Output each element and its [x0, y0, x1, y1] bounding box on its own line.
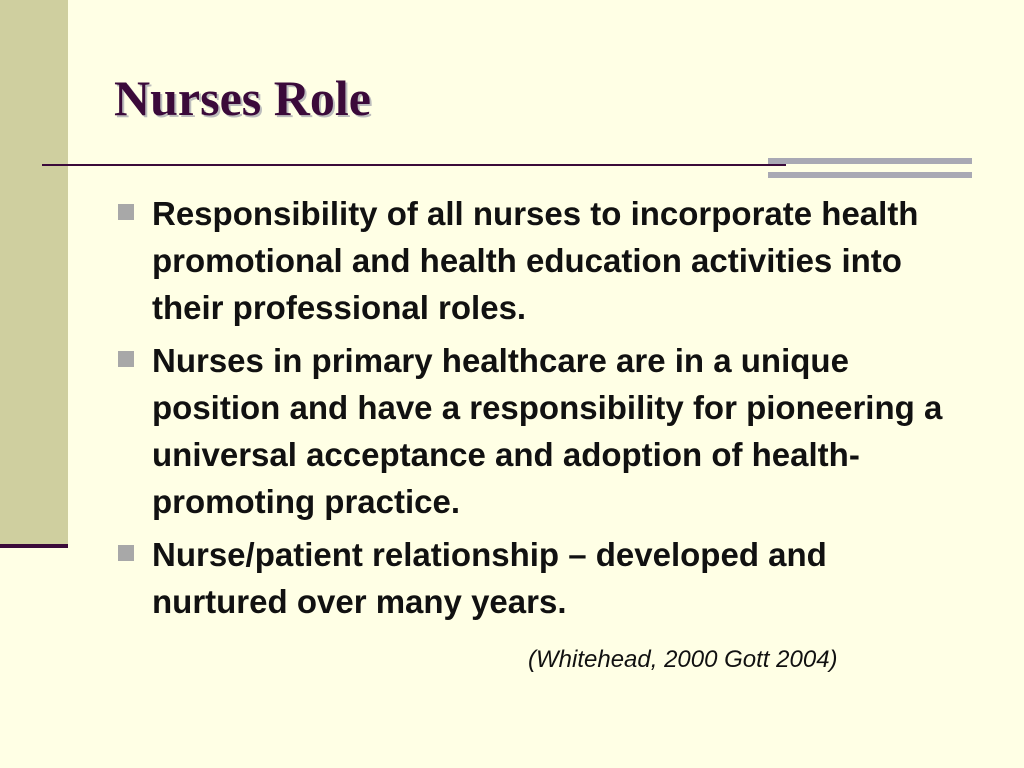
square-bullet-icon [118, 351, 134, 367]
bullet-text: Nurses in primary healthcare are in a unique position and have a responsibility for pioneering a universal acceptance and adoption of health-promoting practice. [152, 342, 943, 520]
citation: (Whitehead, 2000 Gott 2004) [528, 646, 838, 673]
accent-bar-top [768, 158, 972, 164]
title-divider [42, 164, 786, 166]
bullet-text: Nurse/patient relationship – developed and nurtured over many years. [152, 536, 827, 620]
bullet-list [116, 190, 966, 631]
bullet-text: Responsibility of all nurses to incorporate health promotional and health education activities into their professional roles. [152, 195, 919, 326]
bullet-item [116, 337, 966, 525]
square-bullet-icon [118, 204, 134, 220]
left-band-rule [0, 544, 68, 548]
left-decorative-band [0, 0, 68, 546]
accent-bar-bottom [768, 172, 972, 178]
slide-title: Nurses Role [114, 70, 371, 126]
square-bullet-icon [118, 545, 134, 561]
bullet-item [116, 190, 966, 331]
bullet-item [116, 531, 966, 625]
